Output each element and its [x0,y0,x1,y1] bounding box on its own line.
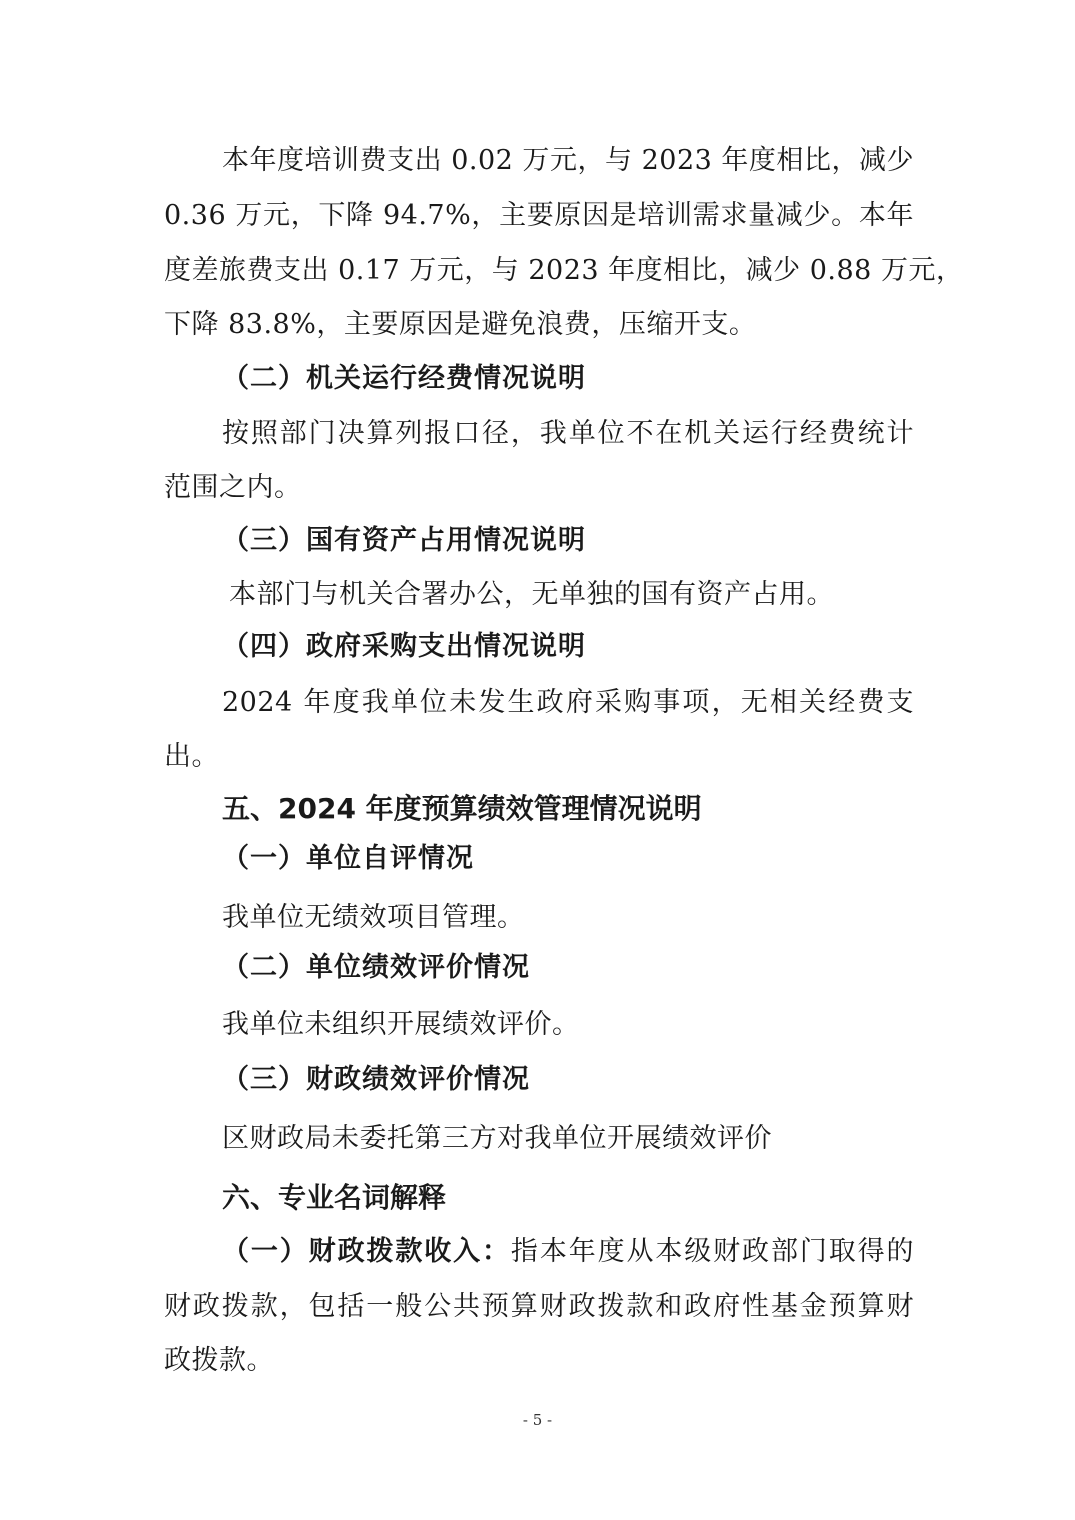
paragraph-term1-line-2: 财政拨款，包括一般公共预算财政拨款和政府性基金预算财 [164,1291,914,1322]
heading-unit-evaluation: （二）单位绩效评价情况 [222,952,530,983]
paragraph-training-line-2: 0.36 万元，下降 94.7%，主要原因是培训需求量减少。本年 [164,200,914,231]
paragraph-term1-line-1 [222,1232,914,1272]
paragraph-procurement-line-2: 出。 [164,741,219,772]
heading-section-five: 五、2024 年度预算绩效管理情况说明 [222,792,702,825]
paragraph-procurement-line-1: 2024 年度我单位未发生政府采购事项，无相关经费支 [222,687,914,718]
heading-state-assets: （三）国有资产占用情况说明 [222,525,586,556]
heading-self-evaluation: （一）单位自评情况 [222,843,474,874]
paragraph-training-line-4: 下降 83.8%，主要原因是避免浪费，压缩开支。 [164,309,757,340]
paragraph-unit-evaluation: 我单位未组织开展绩效评价。 [222,1009,580,1040]
paragraph-assets-line-1: 本部门与机关合署办公，无单独的国有资产占用。 [229,579,834,610]
paragraph-operating-line-1: 按照部门决算列报口径，我单位不在机关运行经费统计 [222,418,914,449]
paragraph-fiscal-evaluation: 区财政局未委托第三方对我单位开展绩效评价 [222,1123,772,1154]
heading-fiscal-evaluation: （三）财政绩效评价情况 [222,1064,530,1095]
term1-label: （一）财政拨款收入： [222,1236,511,1267]
paragraph-training-line-3: 度差旅费支出 0.17 万元，与 2023 年度相比，减少 0.88 万元， [164,255,964,286]
heading-section-six: 六、专业名词解释 [222,1181,447,1214]
paragraph-self-evaluation: 我单位无绩效项目管理。 [222,902,525,933]
paragraph-operating-line-2: 范围之内。 [164,472,302,503]
page-number: - 5 - [522,1411,553,1429]
heading-procurement: （四）政府采购支出情况说明 [222,631,586,662]
heading-operating-expenses: （二）机关运行经费情况说明 [222,363,586,394]
term1-text-start: 指本年度从本级财政部门取得的 [510,1236,915,1267]
paragraph-training-line-1: 本年度培训费支出 0.02 万元，与 2023 年度相比，减少 [222,145,914,176]
paragraph-term1-line-3: 政拨款。 [164,1345,274,1376]
